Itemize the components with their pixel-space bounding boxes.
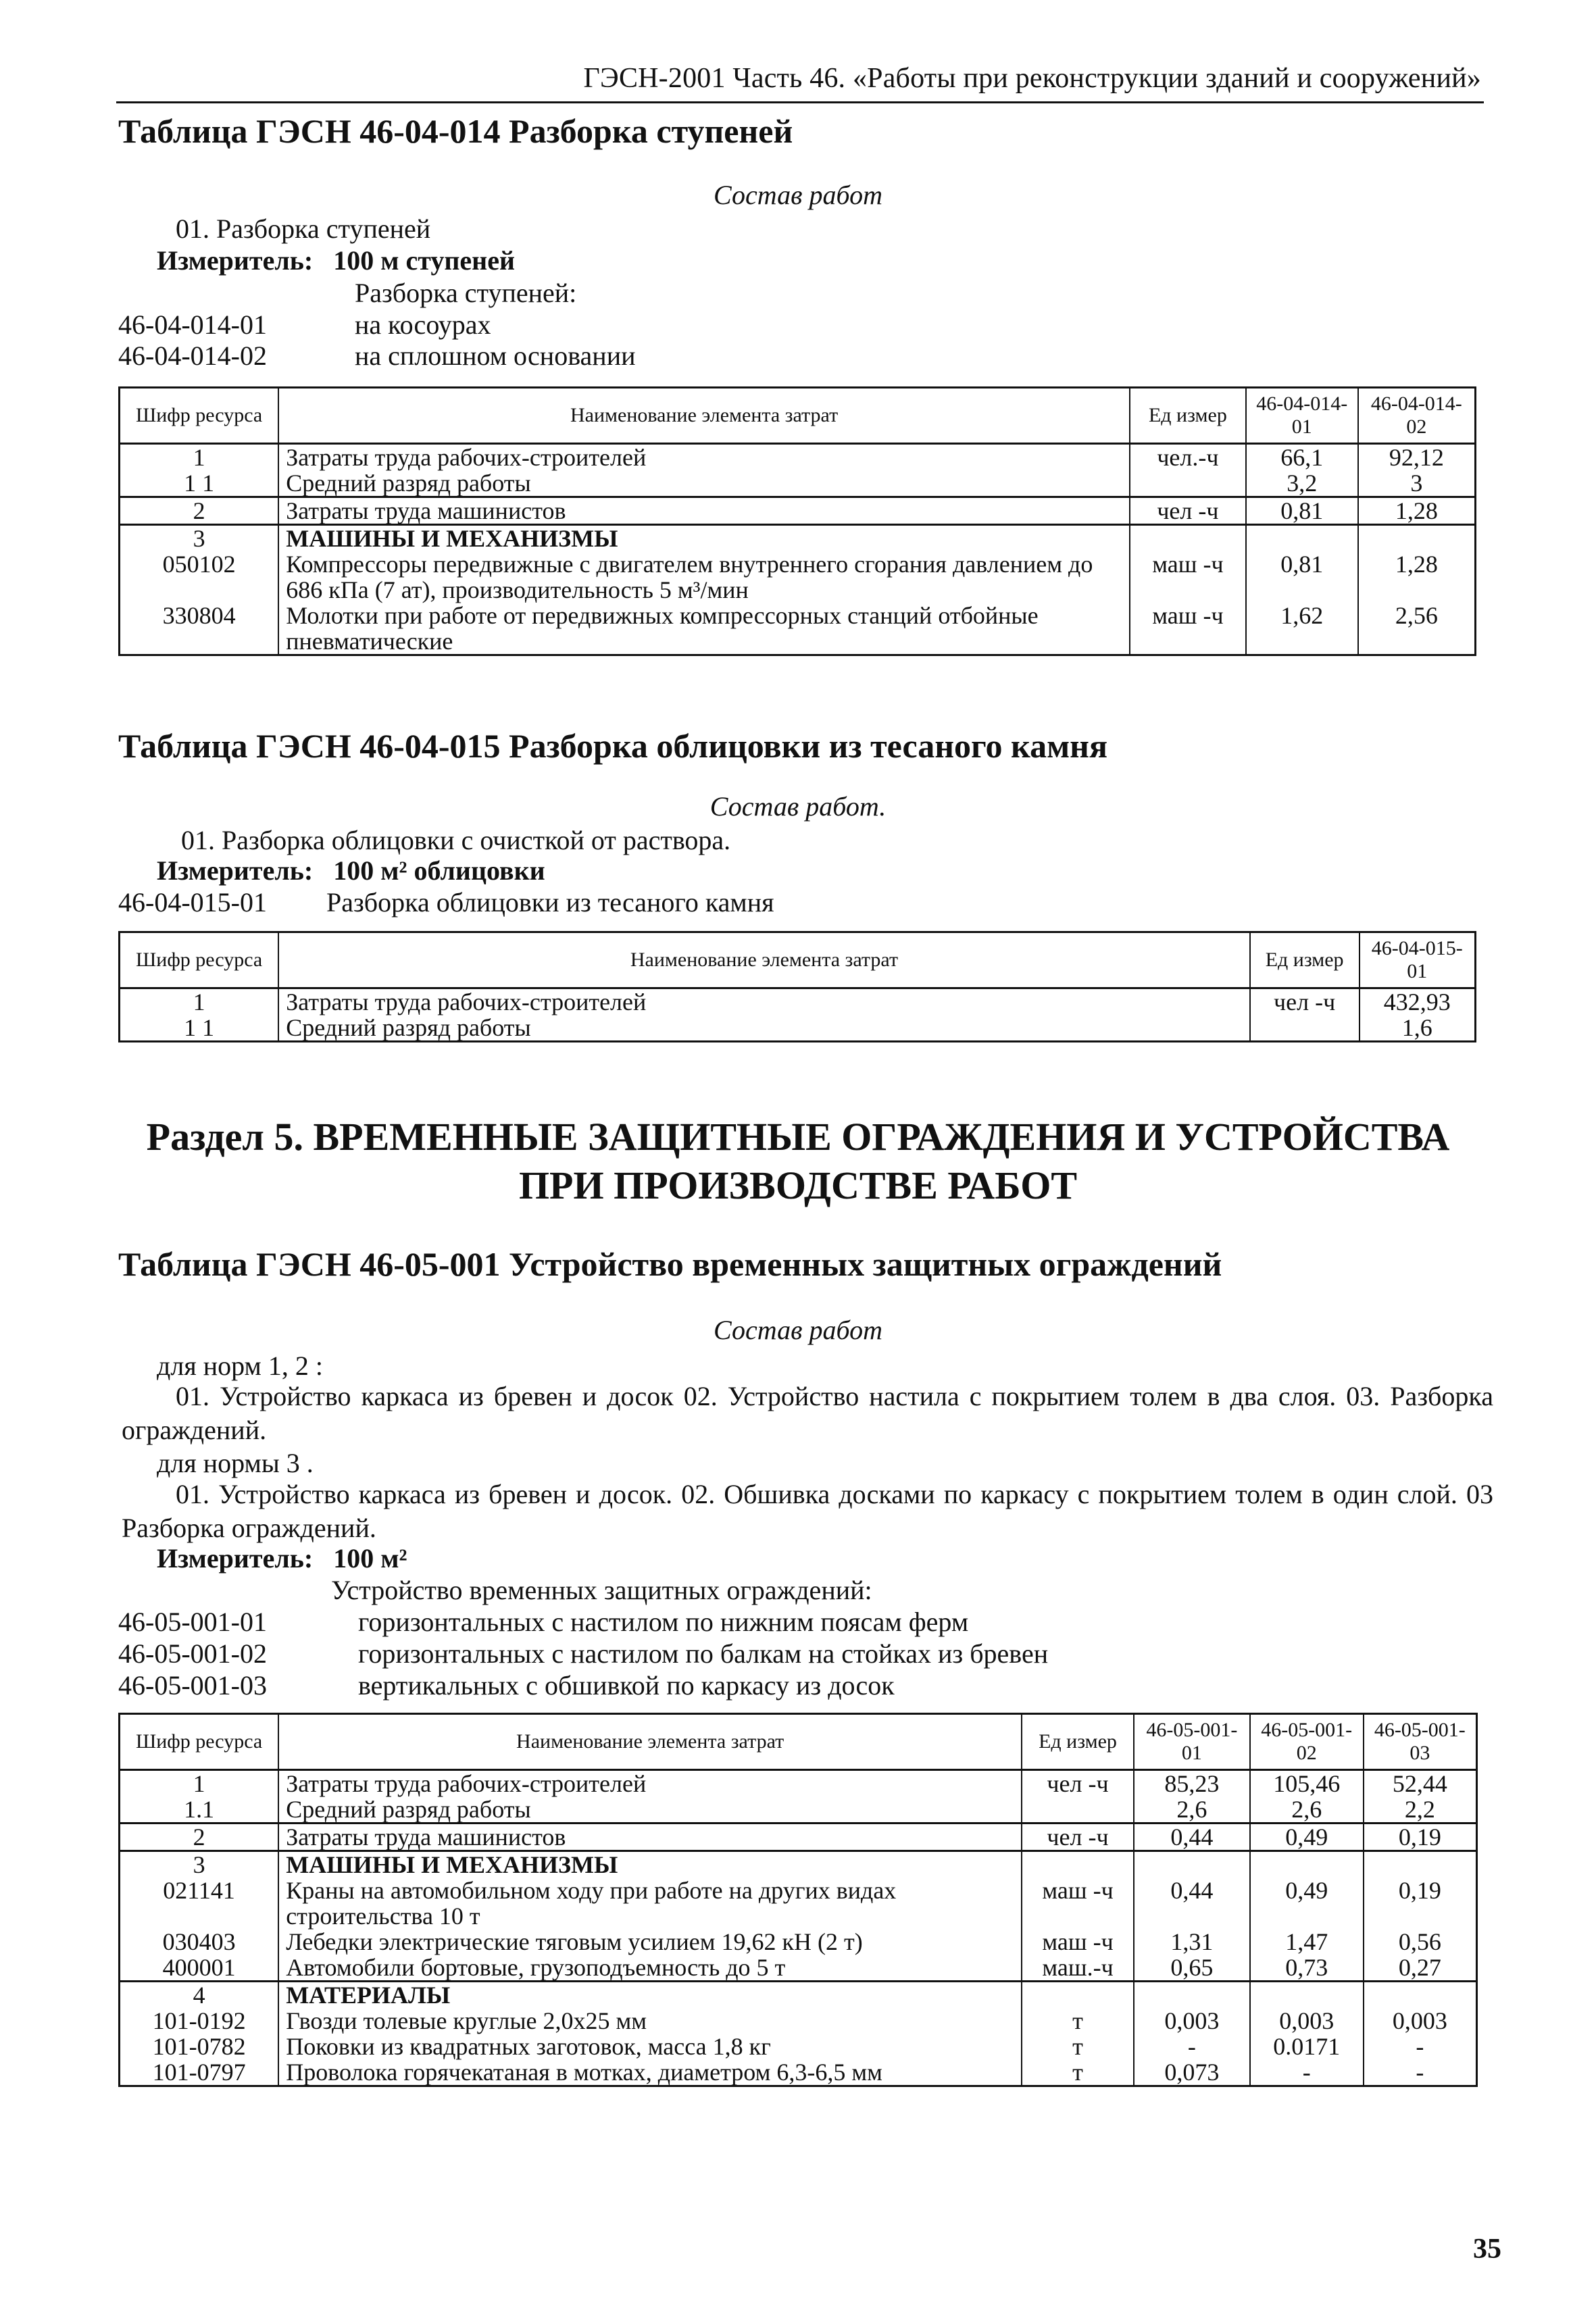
table-row <box>120 1982 1477 2009</box>
meter-value: 100 м² <box>333 1543 407 1574</box>
cell-value: 0,44 <box>1134 1823 1250 1851</box>
cell-value: 0,73 <box>1250 1955 1364 1982</box>
col-header: Ед измер <box>1022 1714 1134 1770</box>
cell-unit: маш -ч <box>1130 603 1246 655</box>
table1-variant-name: на косоурах <box>355 309 491 340</box>
cell-unit: т <box>1022 2059 1134 2086</box>
table-row <box>120 988 1476 1015</box>
table3-norms-a: для норм 1, 2 : <box>157 1351 323 1381</box>
cell-value: 0,81 <box>1246 497 1358 525</box>
cell-name: Затраты труда машинистов <box>278 497 1130 525</box>
cell-code: 400001 <box>120 1955 279 1982</box>
table-row <box>120 1878 1477 1929</box>
table-row <box>120 1929 1477 1955</box>
cell-unit <box>1250 1015 1360 1042</box>
page-number: 35 <box>1473 2234 1501 2265</box>
cell-value: 2,2 <box>1364 1796 1477 1823</box>
col-header: Ед измер <box>1130 388 1246 444</box>
table3-variant-name: горизонтальных с настилом по нижним поясам ферм <box>358 1607 969 1637</box>
cell-value <box>1250 1851 1364 1878</box>
table-row <box>120 497 1476 525</box>
cell-code: 2 <box>120 1823 279 1851</box>
table2-composition-label: Состав работ. <box>709 791 887 822</box>
table-row <box>120 1770 1477 1797</box>
cell-name: Краны на автомобильном ходу при работе на других видах строительства 10 т <box>278 1878 1022 1929</box>
cell-name: Средний разряд работы <box>278 1015 1249 1042</box>
cell-value <box>1358 525 1476 552</box>
cell-code: 1 1 <box>120 470 279 497</box>
section-title-line1: Раздел 5. ВРЕМЕННЫЕ ЗАЩИТНЫЕ ОГРАЖДЕНИЯ И УСТРОЙСТВА <box>146 1115 1450 1159</box>
table3-paragraph-a: 01. Устройство каркаса из бревен и досок 02. Устройство настила с покрытием толем в два слоя. 03. Разборка ограждений. <box>122 1381 1493 1445</box>
cell-value: 1,28 <box>1358 551 1476 603</box>
cell-value: 0,49 <box>1250 1878 1364 1929</box>
cell-value: 0,19 <box>1364 1823 1477 1851</box>
header-rule <box>116 101 1484 103</box>
cell-name: Средний разряд работы <box>278 470 1130 497</box>
table3-variant-name: вертикальных с обшивкой по каркасу из досок <box>358 1670 895 1701</box>
cell-value: 0,56 <box>1364 1929 1477 1955</box>
col-header: Шифр ресурса <box>120 932 279 988</box>
table1-meter <box>157 245 515 276</box>
cell-value: 92,12 <box>1358 444 1476 471</box>
table1-variant-code: 46-04-014-01 <box>118 309 267 340</box>
table3-group-label: Устройство временных защитных ограждений: <box>331 1575 872 1605</box>
cell-value: 0,003 <box>1364 2008 1477 2034</box>
col-header: Наименование элемента затрат <box>278 388 1130 444</box>
cell-value: - <box>1364 2059 1477 2086</box>
cell-value <box>1364 1851 1477 1878</box>
col-header: 46-04-014-01 <box>1246 388 1358 444</box>
table-row <box>120 470 1476 497</box>
table2-step: 01. Разборка облицовки с очисткой от раствора. <box>181 825 731 855</box>
cell-value: 3 <box>1358 470 1476 497</box>
table2-grid <box>118 931 1476 1042</box>
cell-code: 1 <box>120 1770 279 1797</box>
cell-unit: маш.-ч <box>1022 1955 1134 1982</box>
cell-name: Поковки из квадратных заготовок, масса 1,8 кг <box>278 2034 1022 2059</box>
cell-value: 1,47 <box>1250 1929 1364 1955</box>
cell-code: 2 <box>120 497 279 525</box>
cell-value: 2,6 <box>1134 1796 1250 1823</box>
table2-title: Таблица ГЭСН 46-04-015 Разборка облицовки из тесаного камня <box>118 727 1107 765</box>
table2-meter <box>157 855 545 886</box>
cell-unit: чел.-ч <box>1130 444 1246 471</box>
cell-value <box>1134 1982 1250 2009</box>
cell-value: 105,46 <box>1250 1770 1364 1797</box>
cell-value: 0,19 <box>1364 1878 1477 1929</box>
cell-unit: чел -ч <box>1022 1770 1134 1797</box>
meter-label: Измеритель: <box>157 245 314 276</box>
table-row <box>120 603 1476 655</box>
table-row <box>120 1955 1477 1982</box>
cell-name: Компрессоры передвижные с двигателем внутреннего сгорания давлением до 686 кПа (7 ат), производительность 5 м³/мин <box>278 551 1130 603</box>
cell-name: МАТЕРИАЛЫ <box>278 1982 1022 2009</box>
cell-code: 3 <box>120 525 279 552</box>
cell-value: 432,93 <box>1360 988 1476 1015</box>
cell-value <box>1364 1982 1477 2009</box>
cell-value: 2,6 <box>1250 1796 1364 1823</box>
cell-code: 021141 <box>120 1878 279 1929</box>
cell-value <box>1246 525 1358 552</box>
cell-value: 1,28 <box>1358 497 1476 525</box>
cell-unit: маш -ч <box>1130 551 1246 603</box>
cell-value: 0,003 <box>1250 2008 1364 2034</box>
cell-code: 050102 <box>120 551 279 603</box>
meter-label: Измеритель: <box>157 855 314 886</box>
col-header: 46-04-015-01 <box>1360 932 1476 988</box>
table3-variant-code: 46-05-001-02 <box>118 1638 267 1669</box>
cell-code: 101-0782 <box>120 2034 279 2059</box>
cell-unit: маш -ч <box>1022 1929 1134 1955</box>
meter-value: 100 м ступеней <box>333 245 516 276</box>
col-header: 46-05-001-02 <box>1250 1714 1364 1770</box>
table-row <box>120 1823 1477 1851</box>
meter-value: 100 м² облицовки <box>333 855 545 886</box>
col-header: Ед измер <box>1250 932 1360 988</box>
cell-code: 1.1 <box>120 1796 279 1823</box>
cell-code: 4 <box>120 1982 279 2009</box>
table-row <box>120 444 1476 471</box>
table3-norms-b: для нормы 3 . <box>157 1448 314 1478</box>
cell-value: - <box>1134 2034 1250 2059</box>
cell-name: Проволока горячекатаная в мотках, диаметром 6,3-6,5 мм <box>278 2059 1022 2086</box>
col-header: Наименование элемента затрат <box>278 932 1249 988</box>
cell-name: Гвозди толевые круглые 2,0х25 мм <box>278 2008 1022 2034</box>
cell-unit: чел -ч <box>1250 988 1360 1015</box>
cell-code: 1 <box>120 444 279 471</box>
cell-unit <box>1022 1982 1134 2009</box>
cell-name: МАШИНЫ И МЕХАНИЗМЫ <box>278 1851 1022 1878</box>
table1-title: Таблица ГЭСН 46-04-014 Разборка ступеней <box>118 112 793 150</box>
col-header: 46-04-014-02 <box>1358 388 1476 444</box>
cell-name: Затраты труда машинистов <box>278 1823 1022 1851</box>
cell-unit: чел -ч <box>1130 497 1246 525</box>
cell-name: Молотки при работе от передвижных компрессорных станций отбойные пневматические <box>278 603 1130 655</box>
cell-unit: чел -ч <box>1022 1823 1134 1851</box>
cell-code: 330804 <box>120 603 279 655</box>
cell-code: 1 <box>120 988 279 1015</box>
table3-grid <box>118 1713 1478 2087</box>
table-row <box>120 551 1476 603</box>
table-row <box>120 2008 1477 2034</box>
cell-value: 0.0171 <box>1250 2034 1364 2059</box>
cell-name: МАШИНЫ И МЕХАНИЗМЫ <box>278 525 1130 552</box>
running-header: ГЭСН-2001 Часть 46. «Работы при реконструкции зданий и сооружений» <box>583 63 1481 94</box>
cell-value <box>1134 1851 1250 1878</box>
section-title-line2: ПРИ ПРОИЗВОДСТВЕ РАБОТ <box>518 1163 1078 1207</box>
cell-unit: т <box>1022 2034 1134 2059</box>
table1-variant-code: 46-04-014-02 <box>118 341 267 371</box>
table3-variant-name: горизонтальных с настилом по балкам на стойках из бревен <box>358 1638 1049 1669</box>
col-header: Наименование элемента затрат <box>278 1714 1022 1770</box>
cell-value: 66,1 <box>1246 444 1358 471</box>
table1-group-label: Разборка ступеней: <box>355 278 577 308</box>
table3-title: Таблица ГЭСН 46-05-001 Устройство временных защитных ограждений <box>118 1245 1222 1283</box>
cell-name: Затраты труда рабочих-строителей <box>278 988 1249 1015</box>
cell-value: 2,56 <box>1358 603 1476 655</box>
table2-variant-name: Разборка облицовки из тесаного камня <box>326 887 774 917</box>
cell-value: - <box>1250 2059 1364 2086</box>
cell-code: 101-0797 <box>120 2059 279 2086</box>
col-header: 46-05-001-01 <box>1134 1714 1250 1770</box>
col-header: Шифр ресурса <box>120 1714 279 1770</box>
cell-code: 101-0192 <box>120 2008 279 2034</box>
table2-variant-code: 46-04-015-01 <box>118 887 267 917</box>
cell-value: 0,003 <box>1134 2008 1250 2034</box>
cell-value <box>1250 1982 1364 2009</box>
table1-variant-name: на сплошном основании <box>355 341 636 371</box>
col-header: 46-05-001-03 <box>1364 1714 1477 1770</box>
cell-value: 0,81 <box>1246 551 1358 603</box>
cell-name: Затраты труда рабочих-строителей <box>278 444 1130 471</box>
table1-composition-label: Состав работ <box>714 180 882 210</box>
table3-composition-label: Состав работ <box>714 1315 882 1345</box>
cell-name: Средний разряд работы <box>278 1796 1022 1823</box>
table3-variant-code: 46-05-001-03 <box>118 1670 267 1701</box>
col-header: Шифр ресурса <box>120 388 279 444</box>
table-row <box>120 2059 1477 2086</box>
cell-value: 1,6 <box>1360 1015 1476 1042</box>
table-row <box>120 525 1476 552</box>
table-row <box>120 1015 1476 1042</box>
table-row <box>120 2034 1477 2059</box>
cell-unit <box>1022 1851 1134 1878</box>
cell-unit <box>1130 525 1246 552</box>
cell-name: Автомобили бортовые, грузоподъемность до 5 т <box>278 1955 1022 1982</box>
cell-code: 030403 <box>120 1929 279 1955</box>
table1-step: 01. Разборка ступеней <box>176 213 431 244</box>
cell-value: 3,2 <box>1246 470 1358 497</box>
cell-unit <box>1130 470 1246 497</box>
table-row <box>120 1851 1477 1878</box>
cell-value: 0,49 <box>1250 1823 1364 1851</box>
meter-label: Измеритель: <box>157 1543 314 1574</box>
cell-value: 0,65 <box>1134 1955 1250 1982</box>
cell-unit: т <box>1022 2008 1134 2034</box>
cell-value: 0,27 <box>1364 1955 1477 1982</box>
cell-value: 0,073 <box>1134 2059 1250 2086</box>
cell-name: Затраты труда рабочих-строителей <box>278 1770 1022 1797</box>
cell-value: 1,62 <box>1246 603 1358 655</box>
cell-value: 85,23 <box>1134 1770 1250 1797</box>
cell-code: 1 1 <box>120 1015 279 1042</box>
table3-meter <box>157 1542 407 1574</box>
table1-grid <box>118 386 1476 656</box>
cell-unit <box>1022 1796 1134 1823</box>
cell-name: Лебедки электрические тяговым усилием 19,62 кН (2 т) <box>278 1929 1022 1955</box>
cell-code: 3 <box>120 1851 279 1878</box>
cell-value: - <box>1364 2034 1477 2059</box>
cell-value: 1,31 <box>1134 1929 1250 1955</box>
cell-value: 0,44 <box>1134 1878 1250 1929</box>
cell-value: 52,44 <box>1364 1770 1477 1797</box>
cell-unit: маш -ч <box>1022 1878 1134 1929</box>
table3-variant-code: 46-05-001-01 <box>118 1607 267 1637</box>
table-row <box>120 1796 1477 1823</box>
table3-paragraph-b: 01. Устройство каркаса из бревен и досок. 02. Обшивка досками по каркасу с покрытием толем в один слой. 03 Разборка ограждений. <box>122 1479 1493 1543</box>
